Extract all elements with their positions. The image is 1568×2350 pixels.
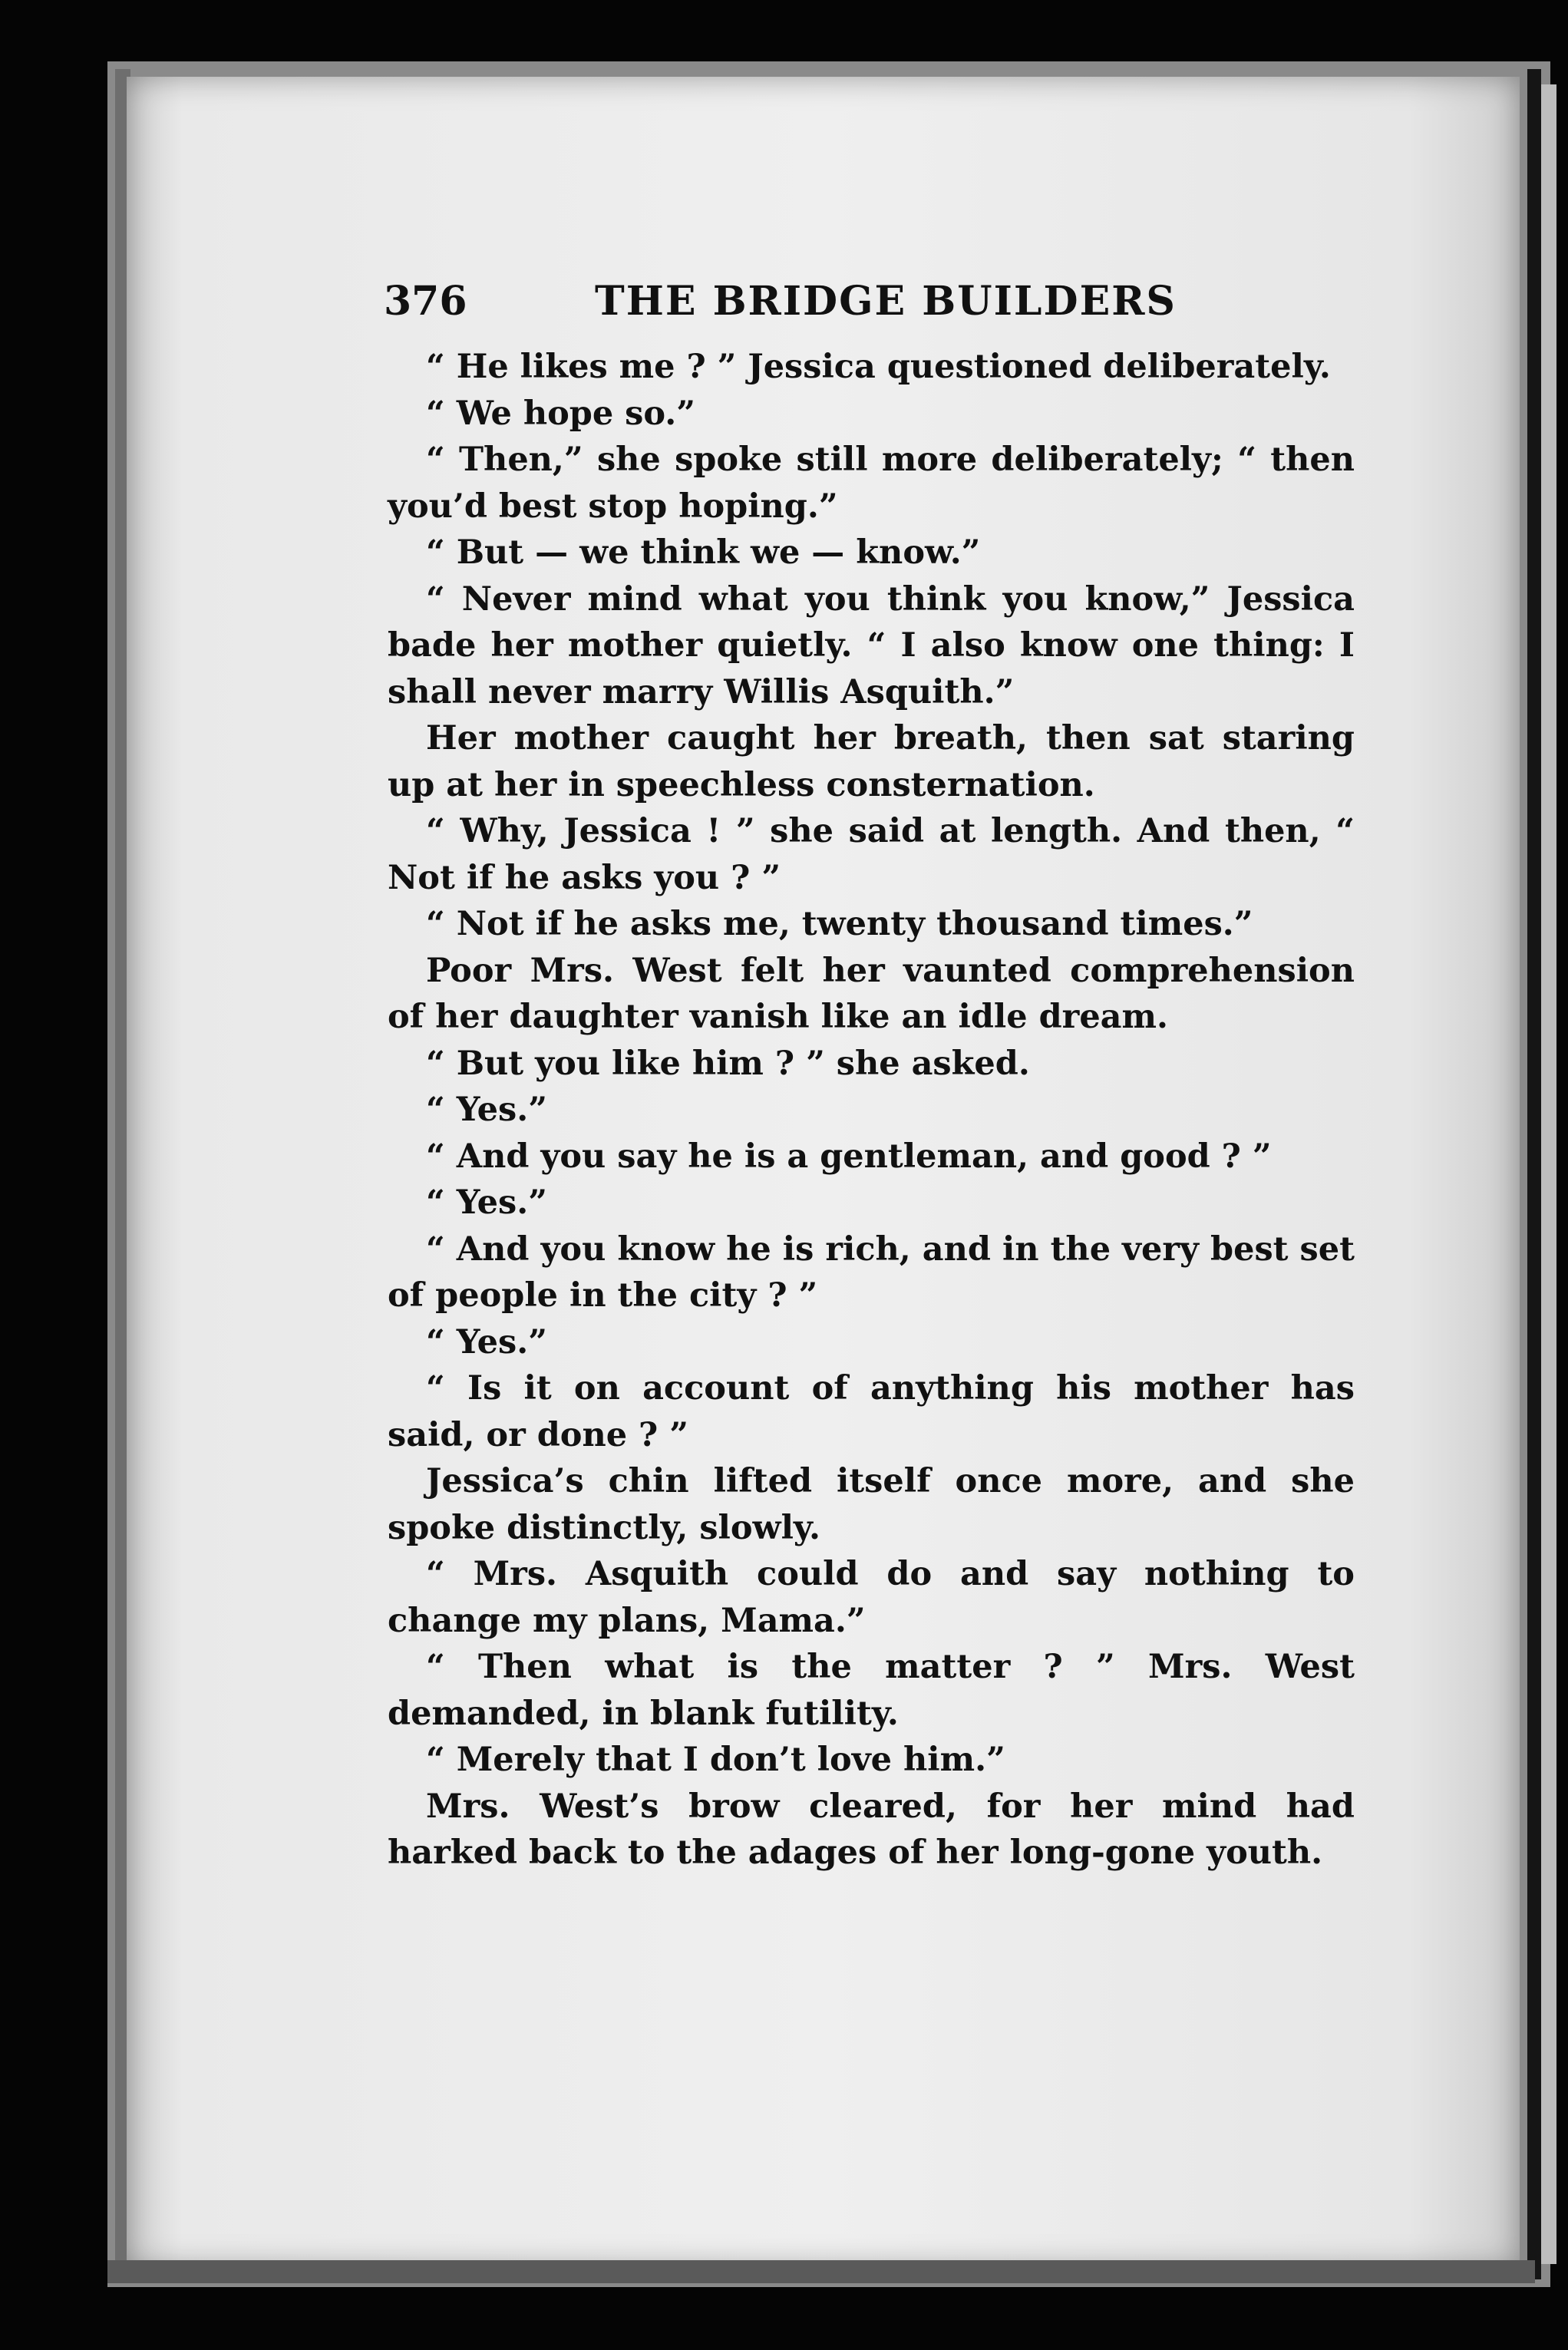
page-gutter [1527,69,1541,2279]
paragraph: “ Why, Jessica ! ” she said at length. And then, “ Not if he asks you ? ” [388,812,1355,897]
paragraph: “ He likes me ? ” Jessica questioned deliberately. [426,348,1331,386]
paragraph: “ Then,” she spoke still more deliberately; “ then you’d best stop hoping.” [388,441,1355,526]
paragraph: “ Not if he asks me, twenty thousand times.” [426,905,1253,943]
paragraph: “ Yes.” [426,1091,547,1129]
paragraph: Mrs. West’s brow cleared, for her mind had harked back to the adages of her long-gone youth. [388,1787,1355,1872]
paragraph: “ And you say he is a gentleman, and good ? ” [426,1137,1272,1176]
paragraph: “ Mrs. Asquith could do and say nothing to change my plans, Mama.” [388,1555,1355,1640]
paragraph: Jessica’s chin lifted itself once more, and she spoke distinctly, slowly. [388,1462,1355,1547]
paragraph: “ Merely that I don’t love him.” [426,1741,1005,1779]
adjacent-page-strip [1541,84,1556,2264]
paragraph: Her mother caught her breath, then sat staring up at her in speechless consternation. [388,719,1355,804]
paragraph: “ But you like him ? ” she asked. [426,1044,1030,1083]
paragraph: “ Yes.” [426,1183,547,1222]
paragraph: “ But — we think we — know.” [426,533,981,572]
page-body-text [388,344,1355,1876]
page-number: 376 [384,278,467,325]
paragraph: “ Never mind what you think you know,” Jessica bade her mother quietly. “ I also know one thing: I shall never marry Willis Asquith.” [388,579,1355,711]
page-bottom-edge [107,2260,1535,2283]
paragraph: “ And you know he is rich, and in the very best set of people in the city ? ” [388,1229,1355,1315]
paragraph: “ Then what is the matter ? ” Mrs. West demanded, in blank futility. [388,1648,1355,1733]
paragraph: “ We hope so.” [426,394,695,433]
running-head-title: THE BRIDGE BUILDERS [595,278,1177,325]
paragraph: “ Yes.” [426,1322,547,1361]
paragraph: “ Is it on account of anything his mother has said, or done ? ” [388,1369,1355,1454]
paragraph: Poor Mrs. West felt her vaunted comprehension of her daughter vanish like an idle dream. [388,951,1355,1036]
